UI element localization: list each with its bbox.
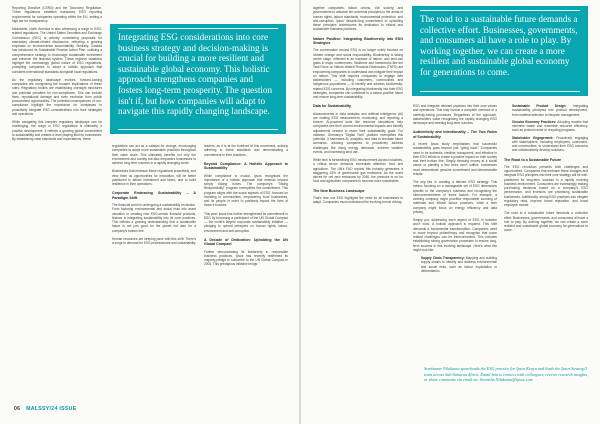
col5-paragraph: ESG and integrate relevant practices into their core values and operations. This may involve a complete overhaul or a carefully-tuning processes. Regardless of the approach, stakeholders value recognising the rapidly changing ESG landscape and meeting long-term success.	[413, 104, 497, 125]
pull-quote-rule-top	[420, 10, 580, 11]
col1-paragraph: As the regulatory landscape evolves, forward-looking companies are recognising the broader implications of these rules. Regulatory bodies are establishing oversight structures and potential penalties for non-compliance. This can include fines, reputational damage and even exclusion from public procurement opportunities. The potential consequences of non-compliance highlight the importance for companies to proactively integrate ESG considerations into their strategies and operations.	[12, 77, 102, 116]
list-item	[512, 136, 588, 153]
page-footer	[14, 406, 76, 412]
col5-bullet-list	[413, 256, 497, 273]
article-column-6	[504, 104, 588, 362]
pull-quote-right	[412, 6, 588, 96]
col3-heading: Beyond Compliance: A Holistic Approach to Sustainability	[204, 161, 288, 171]
col5-heading: Authenticity and Intentionality – The Two Roles of Sustainability	[413, 130, 497, 139]
col4-paragraph: together companies, labour unions, civil society, and governments to advance ten universal principles in the areas of human rights, labour standards, environmental protection, and anti-corruption. Ipsos' decade-long commitment to upholding these principles underscores its dedication to ethical and sustainable business practices.	[313, 6, 403, 32]
col5-paragraph: A recent Ipsos study emphasises that successful sustainability goes beyond just "going back". Companies need to be authentic, credible, transparent, and effective in their ESG efforts to create a positive impact on both society and their bottom line. Simply throwing money at a social cause or planting a few trees won't suffice; businesses must demonstrate genuine commitment and demonstrable results.	[413, 142, 497, 176]
col5-paragraph: The key lies in creating a tailored ESG strategy. This means focusing on a manageable set of ESG dimensions specific to the company's business and recognising the interconnectedness of these factors. For example, a clothing company might prioritise responsible sourcing of materials and ethical labour practices, while a tech company might focus on energy efficiency and data privacy.	[413, 180, 497, 214]
col6-paragraph: The road to a sustainable future demands a collective effort. Businesses, governments, and consumers all have a role to play. By working together, we can create a more resilient and sustainable global economy for generations to come.	[504, 211, 588, 233]
bullet-title: Supply Chain Transparency:	[421, 256, 465, 261]
col4-paragraph: That's how one ESG highlights the need for all businesses to adapt. Companies must understand the evolving trends driving	[313, 196, 403, 205]
col2-heading: Corporate Embracing Sustainability – A Paradigm Shift	[112, 191, 196, 200]
article-column-5	[413, 104, 497, 400]
col5-paragraph: Simply put, addressing each aspect of ESG in isolation won't work. A holistic approach is required. This shift demands a fundamental transformation. Companies need to move beyond philanthropy and recognise that some related challenges can be interconnected. This includes establishing strong governance processes to ensure long-term success in this evolving landscape. Here's what this might look like:	[413, 218, 497, 252]
col6-bullet-list	[504, 104, 588, 153]
list-item	[512, 104, 588, 117]
col2-paragraph: Human resources are keeping pace with this shift. There's a surge in demand for ESG professionals and sustainability	[112, 236, 196, 246]
col4-heading: The New Business Landscape	[313, 188, 365, 193]
list-item	[421, 256, 497, 273]
pull-quote-text: The road to a sustainable future demands a collective effort. Businesses, governments, and consumers all have a role to play. By working together, we can create a more resilient and sustainable global economy for generations to come.	[420, 14, 578, 77]
article-column-3	[204, 144, 288, 400]
bullet-title: Stakeholder Engagement:	[512, 135, 554, 140]
col4-paragraph: While tech is streamlining ESG measurement across industries, a critical sector demands immediate attention: food and agriculture. The UN's FAO reports this industry generates a staggering 33% of greenhouse gas emissions. As the world strives for net zero emissions by 2050, the pressure is on for food and agriculture companies to become more sustainable.	[313, 158, 403, 184]
col3-paragraph: leaders, as it is at the forefront of this movement, actively adhering to these standards and demonstrating a commitment to their practices.	[204, 144, 288, 157]
pull-quote-text: Integrating ESG considerations into core business strategy and decision-making is crucial for building a more resilient and sustainable global economy. This holistic approach strengthens companies and fosters long-term prosperity. The question isn't if, but how companies will adapt to navigate this rapidly changing landscape.	[118, 32, 273, 117]
article-column-2	[112, 144, 196, 400]
col2-paragraph: Businesses that embrace these regulations proactively, and view them as opportunities for innovation, will be better positioned to attract investment and talent, and to build resilience in their operations.	[112, 169, 196, 186]
article-column-4	[313, 6, 403, 400]
col6-heading: The Road to a Sustainable Future	[504, 157, 562, 162]
bullet-text: Integrating sustainability principles into product development, from material selection to lifecycle management.	[512, 104, 588, 117]
pull-quote-left	[110, 24, 286, 134]
col3-paragraph: Further demonstrating its leadership in responsible business practices, Ipsos has recently reaffirmed its ongoing pledge to subscribe to the UN Global Compact in 2008. This prestigious initiative brings	[204, 249, 288, 267]
col4-paragraph: Advancements in data analytics and artificial intelligence (AI) are making ESG measurement, monitoring, and reporting a breeze. AI-powered tools like resource simulations help companies see their current environmental impacts and identify adjustments needed to reach their sustainability goals. For instance, Germany's "Digital Twin" platform exemplifies this potential. It harnesses AI, analytics, and data to simulate future scenarios, allowing companies to proactively address challenges like rising energy demands, extreme weather events, and increasing land use.	[313, 111, 403, 154]
pull-quote-rule-bottom	[420, 91, 580, 92]
col4-heading: Nature Positive: Integrating Biodiversity into ESG Strategies	[313, 36, 403, 45]
bullet-text: Adopting models that minimise waste and maximise resource efficiency, such as product reuse or recycling programs.	[512, 119, 588, 133]
pull-quote-rule-top	[118, 28, 278, 29]
col2-paragraph: regulations can act as a catalyst for change, encouraging companies to adopt more sustainable practices throughout their value chain. This ultimately benefits not only the environment and society but also empowers businesses to achieve long-term success in a rapidly changing world.	[112, 144, 196, 165]
col3-paragraph: This year, Ipsos has further strengthened its commitment to ESG by becoming a participant of the UN Global Compact — the world's largest corporate sustainability initiative — pledging to uphold principles on human rights, labour, environment and anti-corruption.	[204, 211, 288, 233]
col3-heading: A Decade of Dedication: Upholding the UN Global Compact	[204, 237, 288, 247]
col2-paragraph: The financial world is undergoing a sustainability revolution. From factoring environmental and social risks into asset valuation to creating new ESG-centric financial products, finance is integrating sustainability into its core practices. This reflects a growing understanding that a sustainable future is not just good for the planet but also for a company's bottom line.	[112, 203, 196, 233]
col1-paragraph: Reporting Directive (CSRD) and the Taxonomy Regulation. These regulations establish mandatory ESG reporting requirements for companies operating within the EU, setting a high bar for transparency.	[12, 6, 102, 23]
bullet-title: Circular Economy Practices:	[512, 119, 557, 124]
col4-paragraph: The conversation around ESG is no longer solely focused on climate change and social responsibility. Biodiversity is taking centre stage, reflected in an increase of nature- and land-use goals in major conferences. Taskforce and frameworks like the Task Force on Nature-related Financial Disclosures (TNFD) are empowering companies to understand and mitigate their impact on nature. This shift requires companies to engage with stakeholders — including customers, communities and indigenous populations — to identify and address biodiversity-related ESG concerns. By integrating biodiversity into their ESG strategies, companies can contribute to a nature-positive future and ensure long-term sustainability.	[313, 48, 403, 100]
col1-paragraph: Meanwhile, North America is also witnessing a surge in ESG-related regulations. The United States Securities and Exchange Commission (SEC) is actively considering proposals for mandatory climate-related disclosures, reflecting a growing emphasis on environmental accountability. Similarly, Canada has introduced its Sustainable Finance Action Plan, outlining a comprehensive strategy to encourage sustainable investment and enhance the financial system. These regional variations highlight the increasingly global nature of ESG regulations, prompting companies to adopt a holistic approach that considers international standards alongside local regulations.	[12, 27, 102, 74]
page-number: 06	[14, 406, 21, 412]
issue-title: MALSSY/24 ISSUE	[26, 406, 77, 412]
col4-heading: Data for Sustainability	[313, 104, 351, 109]
list-item	[512, 120, 588, 133]
author-bio: Sreekumar Nilakanta spearheads the ESG practice for Ipsos Kenya and leads the Ipsos Strategy3 team across Sub-Saharan Africa. Email him to connect with colleagues, receive research insights, or share comments via email on: Sreeatha.Nilakanta@ipsos.com	[424, 366, 588, 383]
col6-paragraph: The ESG revolution presents both challenges and opportunities. Companies that embrace these changes and integrate ESG principles into their core strategy will be well-positioned for long-term success in a rapidly evolving business environment. Consumers are increasingly making purchasing decisions based on a company's ESG performance, and investors are prioritising sustainable businesses. Additionally, strong ESG practices can mitigate regulatory risks, improve brand reputation, and boost employee morale.	[504, 164, 588, 208]
col1-paragraph: While navigating this complex regulatory landscape can be challenging, the surge in ESG regulations is ultimately a positive development. It reflects a growing global commitment to sustainability and creates a level playing field for businesses. By establishing clear standards and expectations, these	[12, 120, 102, 141]
article-column-1	[12, 6, 102, 400]
bullet-text: Mapping and auditing supply chains to identify and address environmental and social risks, such as labour exploitation or deforestation.	[421, 256, 497, 273]
pull-quote-rule-bottom	[118, 129, 278, 130]
col3-paragraph: While compliance is crucial, Ipsos recognises the importance of a holistic approach that extends beyond simply ticking boxes. The company's "Taking Responsibility" program exemplifies this commitment. This program aligns with the social aspects of ESG, focused on investing in communities, empowering local businesses, and its people in order to positively impact the lives of those it touches.	[204, 173, 288, 208]
bullet-title: Sustainable Product Design:	[512, 104, 567, 108]
bullet-text: Proactively engaging with stakeholders, including employees, customers, and communities, to understand their ESG concerns and collaboratively develop solutions.	[512, 135, 588, 153]
